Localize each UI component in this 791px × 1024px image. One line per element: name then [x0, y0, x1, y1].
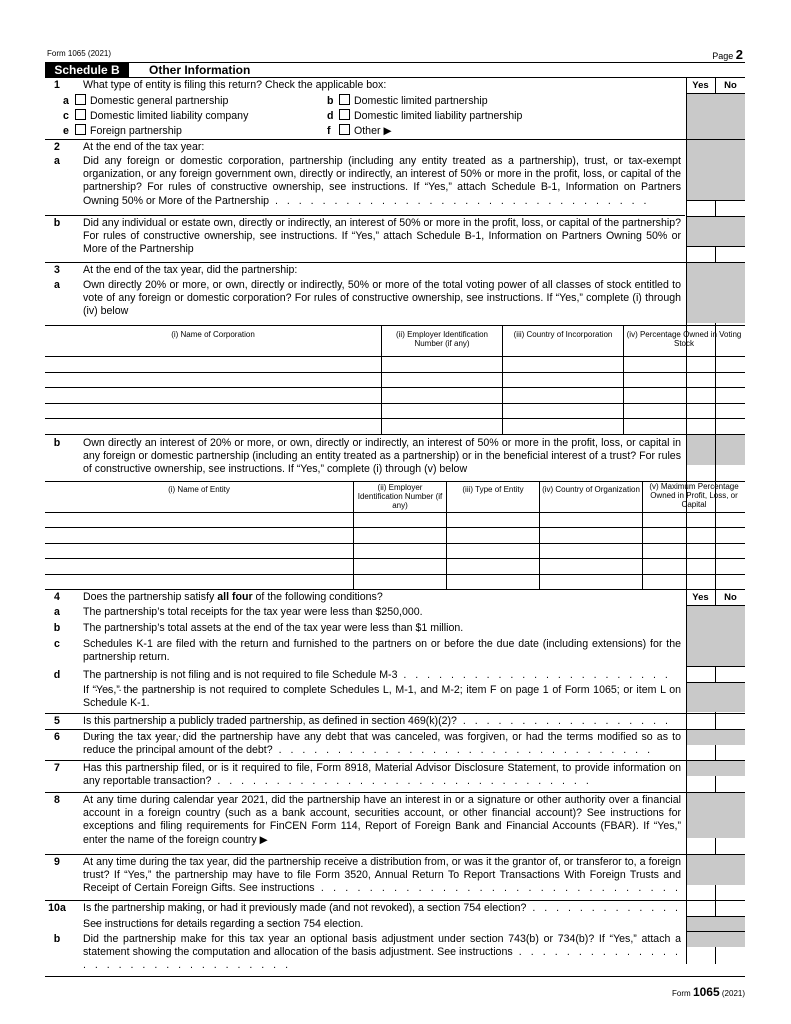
no-header: No [724, 80, 737, 91]
entity-option-e[interactable]: e Foreign partnership [63, 125, 182, 137]
checkbox[interactable] [339, 94, 350, 105]
entity-option-d[interactable]: d Domestic limited liability partnership [327, 110, 523, 122]
schedule-title: Other Information [149, 63, 251, 77]
page-header [45, 47, 745, 61]
checkbox[interactable] [339, 109, 350, 120]
entity-option-c[interactable]: c Domestic limited liability company [63, 110, 249, 122]
checkbox[interactable] [75, 109, 86, 120]
entity-option-b[interactable]: b Domestic limited partnership [327, 95, 488, 107]
no-header-2: No [724, 592, 737, 603]
yes-header-2: Yes [692, 592, 709, 603]
checkbox[interactable] [339, 124, 350, 135]
schedule-tag: Schedule B [45, 63, 129, 77]
page-footer: Form 1065 (2021) [672, 985, 745, 999]
checkbox[interactable] [75, 124, 86, 135]
yes-header: Yes [692, 80, 709, 91]
page-number: Page 2 [712, 47, 743, 62]
entity-option-a[interactable]: a Domestic general partnership [63, 95, 229, 107]
form-id: Form 1065 (2021) [47, 49, 112, 58]
entity-option-f[interactable]: f Other ▶ [327, 125, 392, 137]
checkbox[interactable] [75, 94, 86, 105]
